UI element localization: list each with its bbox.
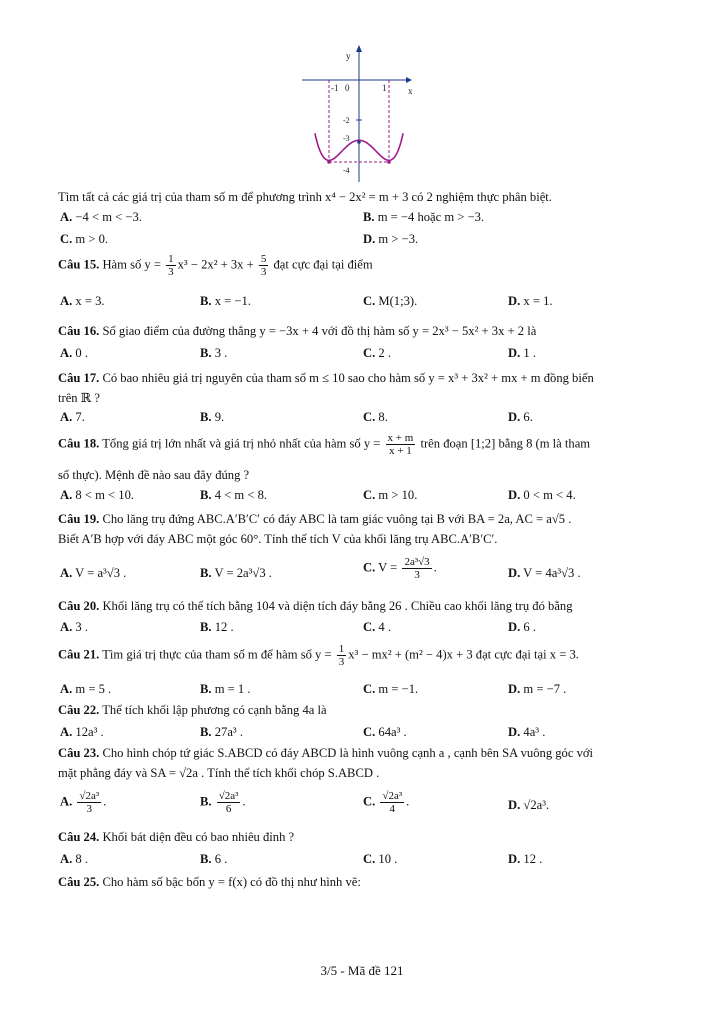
q22-option-c[interactable]: C. 64a³ . bbox=[363, 725, 407, 739]
q25-stem: Câu 25. Cho hàm số bậc bốn y = f(x) có đồ thị như hình vẽ: bbox=[58, 875, 361, 889]
q16-stem: Câu 16. Số giao điểm của đường thẳng y = −3x + 4 với đồ thị hàm số y = 2x³ − 5x² + 3x + 2 là bbox=[58, 324, 537, 338]
q21-option-d[interactable]: D. m = −7 . bbox=[508, 682, 567, 696]
q24-stem: Câu 24. Khối bát diện đều có bao nhiêu đỉnh ? bbox=[58, 830, 295, 844]
q23-stem-2: mặt phẳng đáy và SA = √2a . Tính thể tích khối chóp S.ABCD . bbox=[58, 766, 380, 780]
q21-options bbox=[58, 682, 698, 700]
q14-options bbox=[58, 210, 698, 228]
q20-option-d[interactable]: D. 6 . bbox=[508, 620, 536, 634]
q18-stem-2: số thực). Mệnh đề nào sau đây đúng ? bbox=[58, 468, 250, 482]
q18-frac: $\frac{x + m}{x + 1}$ bbox=[387, 432, 414, 457]
q16-option-c[interactable]: C. 2 . bbox=[363, 346, 391, 360]
q24-option-c[interactable]: C. 10 . bbox=[363, 852, 398, 866]
q14-options-2 bbox=[58, 232, 698, 250]
q22-option-d[interactable]: D. 4a³ . bbox=[508, 725, 546, 739]
q14-option-b[interactable]: B. m = −4 hoặc m > −3. bbox=[363, 210, 485, 224]
q20-stem: Câu 20. Khối lăng trụ có thể tích bằng 104 và diện tích đáy bằng 26 . Chiều cao khối lăng trụ đó bằng bbox=[58, 599, 573, 613]
q23-option-c[interactable]: C. $\frac{\text{√2a³}}{4}$ . bbox=[363, 790, 410, 815]
q17-option-b[interactable]: B. 9. bbox=[200, 410, 225, 424]
q20-options bbox=[58, 620, 698, 638]
q22-options bbox=[58, 725, 698, 743]
q20-option-a[interactable]: A. 3 . bbox=[60, 620, 88, 634]
q15-option-a[interactable]: A. x = 3. bbox=[60, 294, 105, 308]
q17-option-a[interactable]: A. 7. bbox=[60, 410, 85, 424]
quartic-graph bbox=[300, 42, 418, 184]
q22-option-b[interactable]: B. 27a³ . bbox=[200, 725, 243, 739]
q23-option-b[interactable]: B. $\frac{\text{√2a³}}{6}$ . bbox=[200, 790, 246, 815]
q18-option-a[interactable]: A. 8 < m < 10. bbox=[60, 488, 135, 502]
q21-stem: Câu 21. Tìm giá trị thực của tham số m để hàm số y = $\frac{1}{3}$ x³ − mx² + (m² − 4)x + 3 đạt cực đại tại x = 3. bbox=[58, 643, 579, 668]
tick-label-neg1: -1 bbox=[331, 83, 339, 93]
q14-text: Tìm tất cả các giá trị của tham số m để phương trình x⁴ − 2x² = m + 3 có 2 nghiệm thực phân biệt. bbox=[58, 190, 552, 204]
page-footer: 3/5 - Mã đề 121 bbox=[320, 963, 404, 978]
q20-option-b[interactable]: B. 12 . bbox=[200, 620, 234, 634]
q17-options bbox=[58, 410, 698, 428]
q16-options bbox=[58, 346, 698, 364]
q15-number: Câu 15. bbox=[58, 257, 100, 272]
q19-stem-2: Biết A′B hợp với đáy ABC một góc 60°. Tính thể tích V của khối lăng trụ ABC.A′B′C′. bbox=[58, 532, 498, 546]
y-axis-arrow bbox=[356, 45, 362, 52]
q16-option-b[interactable]: B. 3 . bbox=[200, 346, 228, 360]
tick-label-0: 0 bbox=[345, 83, 350, 93]
q19-stem: Câu 19. Cho lăng trụ đứng ABC.A′B′C′ có đáy ABC là tam giác vuông tại B với BA = 2a, AC = a√5 . bbox=[58, 512, 572, 526]
tick-label-neg3: -3 bbox=[343, 134, 350, 143]
q18-option-d[interactable]: D. 0 < m < 4. bbox=[508, 488, 576, 502]
x-axis-arrow bbox=[406, 77, 412, 83]
q15-options bbox=[58, 294, 698, 312]
q20-option-c[interactable]: C. 4 . bbox=[363, 620, 391, 634]
q16-option-d[interactable]: D. 1 . bbox=[508, 346, 536, 360]
q18-options bbox=[58, 488, 698, 506]
q19-option-c[interactable]: C. V = $\frac{\text{2a³√3}}{3}$ . bbox=[363, 556, 437, 581]
q23-stem: Câu 23. Cho hình chóp tứ giác S.ABCD có đáy ABCD là hình vuông cạnh a , cạnh bên SA vuông góc với bbox=[58, 746, 594, 760]
q14-option-d[interactable]: D. m > −3. bbox=[363, 232, 419, 246]
q15-option-d[interactable]: D. x = 1. bbox=[508, 294, 553, 308]
point-max bbox=[357, 140, 361, 144]
q23-options bbox=[58, 790, 698, 816]
q21-frac: $\frac{1}{3}$ bbox=[338, 643, 345, 668]
q14-option-a[interactable]: A. −4 < m < −3. bbox=[60, 210, 142, 224]
q18-option-b[interactable]: B. 4 < m < 8. bbox=[200, 488, 268, 502]
q24-option-d[interactable]: D. 12 . bbox=[508, 852, 543, 866]
q24-option-b[interactable]: B. 6 . bbox=[200, 852, 228, 866]
q17-stem: Câu 17. Có bao nhiêu giá trị nguyên của tham số m ≤ 10 sao cho hàm số y = x³ + 3x² + mx + m đồng biến bbox=[58, 371, 594, 385]
q19-option-a[interactable]: A. V = a³√3 . bbox=[60, 566, 127, 580]
q18-option-c[interactable]: C. m > 10. bbox=[363, 488, 418, 502]
q19-option-b[interactable]: B. V = 2a³√3 . bbox=[200, 566, 272, 580]
q21-option-a[interactable]: A. m = 5 . bbox=[60, 682, 112, 696]
q15-frac-1: $\frac{1}{3}$ bbox=[168, 253, 174, 278]
tick-label-1: 1 bbox=[382, 83, 387, 93]
point-min-right bbox=[387, 160, 391, 164]
q17-option-c[interactable]: C. 8. bbox=[363, 410, 388, 424]
label-y: y bbox=[346, 51, 351, 61]
q15-stem: Câu 15. Hàm số y = $\frac{1}{3}$ x³ − 2x² + 3x + $\frac{5}{3}$ đạt cực đại tại điểm bbox=[58, 253, 373, 278]
point-min-left bbox=[327, 160, 331, 164]
q17-stem-2: trên ℝ ? bbox=[58, 391, 100, 405]
q23-option-a[interactable]: A. $\frac{\text{√2a³}}{3}$ . bbox=[60, 790, 107, 815]
q24-option-a[interactable]: A. 8 . bbox=[60, 852, 88, 866]
q22-option-a[interactable]: A. 12a³ . bbox=[60, 725, 104, 739]
q15-frac-2: $\frac{5}{3}$ bbox=[260, 253, 267, 278]
q18-stem: Câu 18. Tổng giá trị lớn nhất và giá trị nhỏ nhất của hàm số y = $\frac{x + m}{x + 1}$ trên đoạn [1;2] bằng 8 (m là tham bbox=[58, 432, 591, 457]
q15-option-c[interactable]: C. M(1;3). bbox=[363, 294, 418, 308]
q17-option-d[interactable]: D. 6. bbox=[508, 410, 533, 424]
tick-label-neg2: -2 bbox=[343, 116, 350, 125]
q23-option-d[interactable]: D. √2a³. bbox=[508, 798, 550, 812]
q21-option-c[interactable]: C. m = −1. bbox=[363, 682, 419, 696]
q15-option-b[interactable]: B. x = −1. bbox=[200, 294, 251, 308]
q16-option-a[interactable]: A. 0 . bbox=[60, 346, 88, 360]
q19-options bbox=[58, 556, 698, 584]
q14-option-c[interactable]: C. m > 0. bbox=[60, 232, 109, 246]
label-x: x bbox=[408, 86, 413, 96]
q21-option-b[interactable]: B. m = 1 . bbox=[200, 682, 251, 696]
q19-option-d[interactable]: D. V = 4a³√3 . bbox=[508, 566, 581, 580]
tick-label-neg4: -4 bbox=[343, 166, 350, 175]
q24-options bbox=[58, 852, 698, 870]
q22-stem: Câu 22. Thể tích khối lập phương có cạnh bằng 4a là bbox=[58, 703, 327, 717]
